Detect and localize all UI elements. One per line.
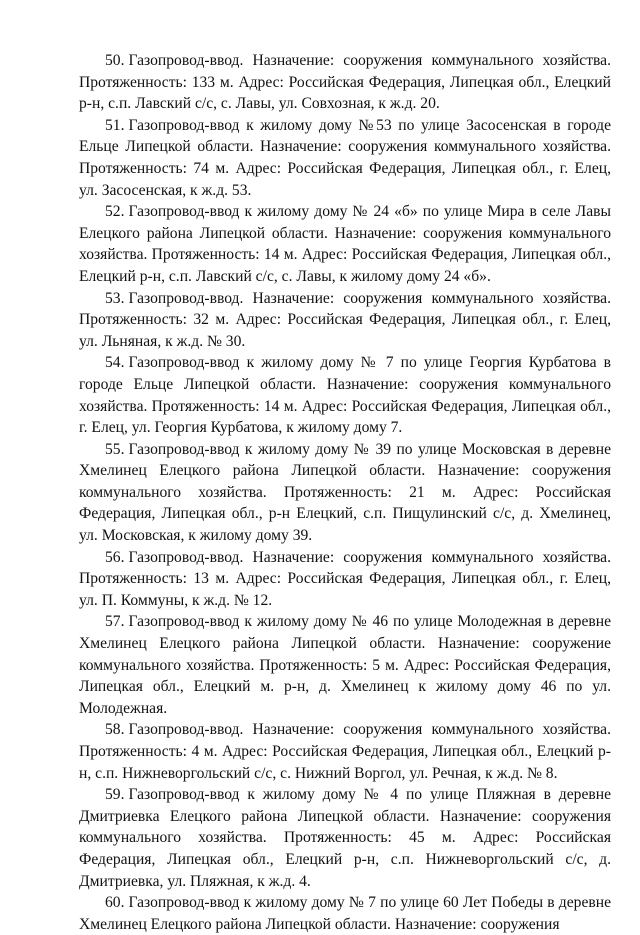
item-number: 55. [105, 440, 125, 458]
item-text: Газопровод-ввод. Назначение: сооружения коммунального хозяйства. Протяженность: 4 м. Адрес: Российская Федерация, Липецкая обл., Елецкий р-н, с.п. Нижневоргольский с/с, с. Нижний Воргол, ул. Речная, к ж.д. № 8. [79, 721, 611, 782]
item-text: Газопровод-ввод к жилому дому № 4 по улице Пляжная в деревне Дмитриевка Елецкого района Липецкой области. Назначение: сооружения коммунального хозяйства. Протяженность: 45 м. Адрес: Российская Федерация, Липецкая обл., Елецкий р-н, с.п. Нижневоргольский с/с, д. Дмитриевка, ул. Пляжная, к ж.д. 4. [79, 786, 611, 890]
list-item-50 [79, 50, 611, 115]
item-text: Газопровод-ввод. Назначение: сооружения коммунального хозяйства. Протяженность: 133 м. Адрес: Российская Федерация, Липецкая обл., Елецкий р-н, с.п. Лавский с/с, с. Лавы, ул. Совхозная, к ж.д. 20. [79, 52, 611, 113]
list-item-53 [79, 288, 611, 353]
item-text: Газопровод-ввод к жилому дому № 24 «б» по улице Мира в селе Лавы Елецкого района Липецкой области. Назначение: сооружения коммунального хозяйства. Протяженность: 14 м. Адрес: Российская Федерация, Липецкая обл., Елецкий р-н, с.п. Лавский с/с, с. Лавы, к жилому дому 24 «б». [79, 203, 611, 285]
item-number: 57. [105, 613, 125, 631]
list-item-55 [79, 439, 611, 547]
item-text: Газопровод-ввод к жилому дому № 7 по улице 60 Лет Победы в деревне Хмелинец Елецкого района Липецкой области. Назначение: сооружения [79, 894, 611, 933]
item-number: 59. [105, 786, 125, 804]
list-item-56 [79, 547, 611, 612]
item-text: Газопровод-ввод к жилому дому № 7 по улице Георгия Курбатова в городе Ельце Липецкой области. Назначение: сооружения коммунального хозяйства. Протяженность: 14 м. Адрес: Российская Федерация, Липецкая обл., г. Елец, ул. Георгия Курбатова, к жилому дому 7. [79, 354, 611, 437]
item-text: Газопровод-ввод. Назначение: сооружения коммунального хозяйства. Протяженность: 13 м. Адрес: Российская Федерация, Липецкая обл., г. Елец, ул. П. Коммуны, к ж.д. № 12. [79, 548, 611, 609]
item-number: 52. [105, 203, 125, 221]
item-number: 50. [105, 52, 125, 69]
item-text: Газопровод-ввод к жилому дому № 39 по улице Московская в деревне Хмелинец Елецкого района Липецкой области. Назначение: сооружения коммунального хозяйства. Протяженность: 21 м. Адрес: Российская Федерация, Липецкая обл., р-н Елецкий, с.п. Пищулинский с/с, д. Хмелинец, ул. Московская, к жилому дому 39. [79, 440, 611, 545]
list-item-51 [79, 115, 611, 201]
list-item-52 [79, 201, 611, 287]
item-number: 54. [105, 354, 125, 372]
list-item-54 [79, 352, 611, 438]
item-text: Газопровод-ввод. Назначение: сооружения коммунального хозяйства. Протяженность: 32 м. Адрес: Российская Федерация, Липецкая обл., г. Елец, ул. Льняная, к ж.д. № 30. [79, 289, 611, 350]
document-page [79, 50, 611, 935]
item-number: 58. [105, 721, 125, 739]
item-text: Газопровод-ввод к жилому дому №53 по улице Засосенская в городе Ельце Липецкой области. Назначение: сооружения коммунального хозяйства. Протяженность: 74 м. Адрес: Российская Федерация, Липецкая обл., г. Елец, ул. Засосенская, к ж.д. 53. [79, 116, 611, 199]
item-number: 53. [105, 289, 125, 307]
item-text: Газопровод-ввод к жилому дому № 46 по улице Молодежная в деревне Хмелинец Елецкого района Липецкой области. Назначение: сооружение коммунального хозяйства. Протяженность: 5 м. Адрес: Российская Федерация, Липецкая обл., Елецкий м. р-н, д. Хмелинец к жилому дому 46 по ул. Молодежная. [79, 613, 611, 717]
item-number: 51. [105, 116, 125, 134]
item-number: 56. [105, 548, 125, 566]
list-item-60 [79, 892, 611, 935]
item-number: 60. [105, 894, 125, 912]
list-item-57 [79, 611, 611, 719]
list-item-58 [79, 719, 611, 784]
list-item-59 [79, 784, 611, 892]
